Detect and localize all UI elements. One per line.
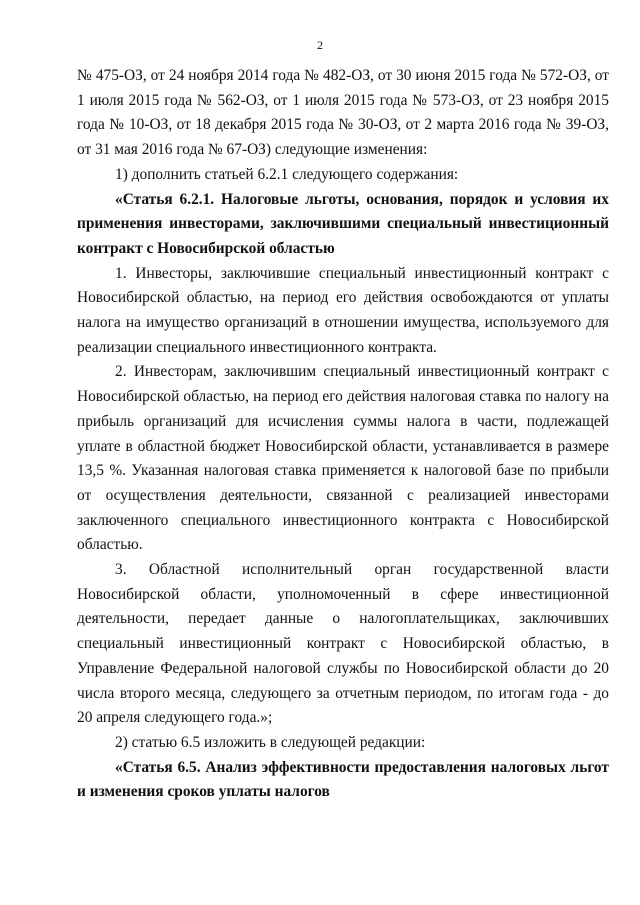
article-6-5-heading: «Статья 6.5. Анализ эффективности предоставления налоговых льгот и изменения сроков уплаты налогов — [77, 758, 609, 801]
article-6-2-1-heading: «Статья 6.2.1. Налоговые льготы, основания, порядок и условия их применения инвесторами, заключившими специальный инвестиционный контракт с Новосибирской областью — [77, 190, 609, 257]
paragraph-item-2: 2) статью 6.5 изложить в следующей редакции: — [115, 733, 426, 751]
paragraph-amendment-list: № 475-ОЗ, от 24 ноября 2014 года № 482-ОЗ, от 30 июня 2015 года № 572-ОЗ, от 1 июля 2015 года № 562-ОЗ, от 1 июля 2015 года № 573-ОЗ, от 23 ноября 2015 года № 10-ОЗ, от 18 декабря 2015 года № 30-ОЗ, от 2 марта 2016 года № 39-ОЗ, от 31 мая 2016 года № 67-ОЗ) следующие изменения: — [77, 67, 609, 159]
article-6-2-1-clause-2: 2. Инвесторам, заключившим специальный инвестиционный контракт с Новосибирской областью, на период его действия налоговая ставка по налогу на прибыль организаций для исчисления суммы налога в части, подлежащей уплате в областной бюджет Новосибирской области, устанавливается в размере 13,5 %. Указанная налоговая ставка применяется к налоговой базе по прибыли от осуществления деятельности, связанной с реализацией инвесторами заключенного специального инвестиционного контракта с Новосибирской областью. — [77, 363, 609, 554]
article-6-2-1-clause-1: 1. Инвесторы, заключившие специальный инвестиционный контракт с Новосибирской областью, на период его действия освобождаются от уплаты налога на имущество организаций в отношении имущества, используемого для реализации специального инвестиционного контракта. — [77, 264, 609, 356]
paragraph-item-1: 1) дополнить статьей 6.2.1 следующего содержания: — [115, 165, 459, 183]
document-body — [77, 64, 609, 805]
page-number: 2 — [317, 38, 323, 52]
article-6-2-1-clause-3: 3. Областной исполнительный орган государственной власти Новосибирской области, уполномоченный в сфере инвестиционной деятельности, передает данные о налогоплательщиках, заключивших специальный инвестиционный контракт с Новосибирской областью, в Управление Федеральной налоговой службы по Новосибирской области до 20 числа второго месяца, следующего за отчетным периодом, по итогам года - до 20 апреля следующего года.»; — [77, 561, 609, 727]
